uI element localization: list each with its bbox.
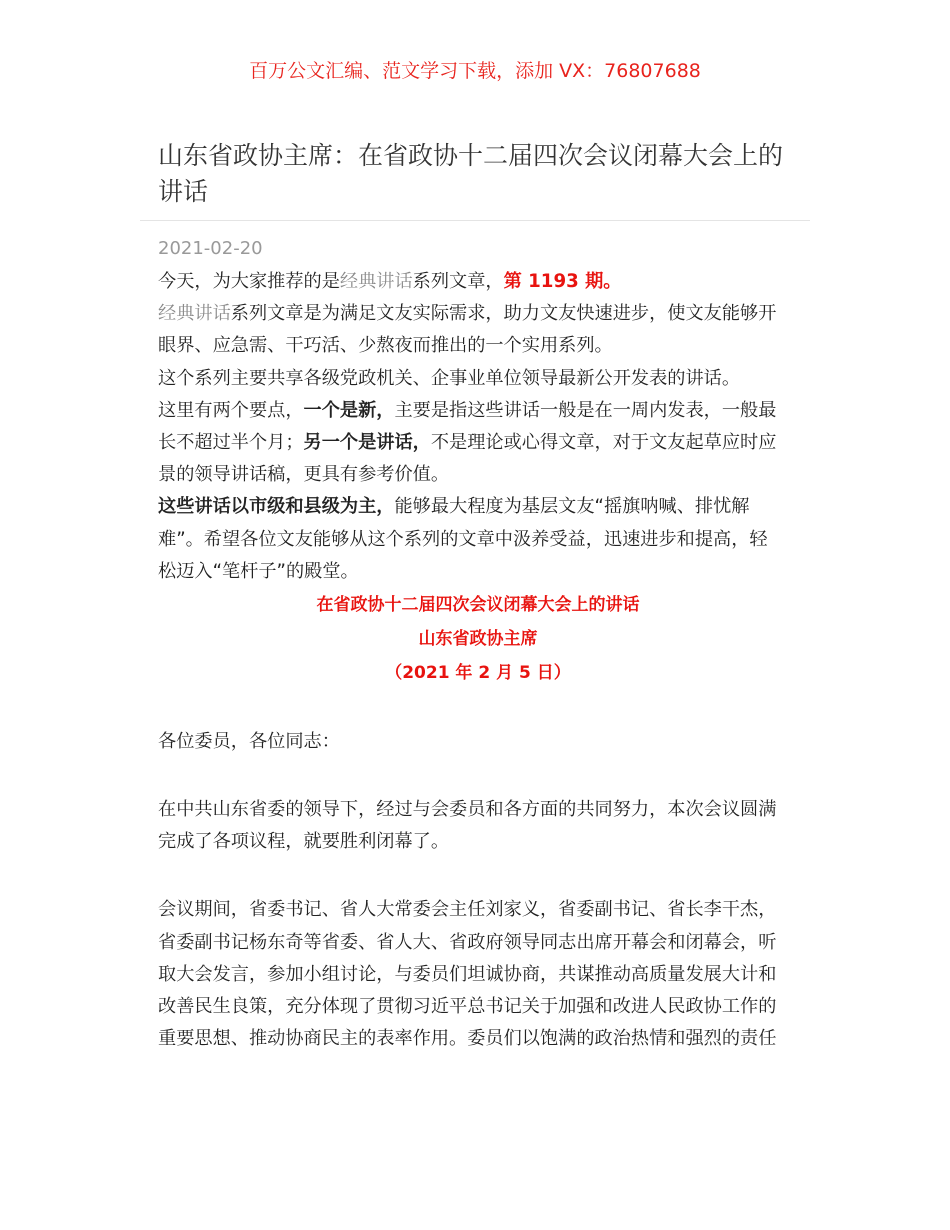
text-line (158, 894, 798, 926)
text-segment: 改善民生良策，充分体现了贯彻习近平总书记关于加强和改进人民政协工作的 (158, 996, 777, 1017)
emphasis-text: 另一个是讲话， (303, 431, 431, 453)
paragraph-gap (158, 758, 798, 794)
text-line (158, 491, 798, 523)
text-line (158, 794, 798, 826)
article-date: 2021-02-20 (158, 238, 263, 259)
text-line (158, 927, 798, 959)
series-name: 经典讲话 (158, 303, 231, 325)
download-banner: 百万公文汇编、范文学习下载，添加 VX：76807688 (249, 60, 701, 82)
article-title: 山东省政协主席：在省政协十二届四次会议闭幕大会上的讲话 (158, 141, 784, 206)
text-segment: 这个系列主要共享各级党政机关、企事业单位领导最新公开发表的讲话。 (158, 367, 741, 389)
speech-heading-line (158, 588, 798, 622)
article-body (158, 266, 798, 1055)
text-line (158, 266, 798, 298)
text-line (158, 991, 798, 1023)
text-line (158, 363, 798, 395)
paragraph-gap (158, 690, 798, 726)
text-segment: 难”。希望各位文友能够从这个系列的文章中汲养受益，迅速进步和提高，轻 (158, 528, 768, 550)
text-segment: 省委副书记杨东奇等省委、省人大、省政府领导同志出席开幕会和闭幕会，听 (158, 931, 777, 953)
text-segment: 不是理论或心得文章，对于文友起草应时应 (430, 431, 777, 453)
speech-heading-line (158, 656, 798, 690)
emphasis-text: 这些讲话以市级和县级为主， (158, 496, 395, 518)
text-segment: 完成了各项议程，就要胜利闭幕了。 (158, 831, 450, 853)
text-segment: 主要是指这些讲话一般是在一周内发表，一般最 (394, 399, 777, 421)
text-line (158, 298, 798, 330)
text-line (158, 959, 798, 991)
text-line (158, 1023, 798, 1055)
text-segment: 重要思想、推动协商民主的表率作用。委员们以饱满的政治热情和强烈的责任 (158, 1028, 777, 1050)
text-line (158, 826, 798, 858)
text-line (158, 427, 798, 459)
text-segment: 今天，为大家推荐的是 (158, 271, 340, 292)
title-divider (140, 220, 810, 221)
text-line (158, 556, 798, 588)
paragraph-gap (158, 858, 798, 894)
text-segment: 系列文章， (412, 271, 504, 292)
text-line (158, 330, 798, 362)
text-line (158, 524, 798, 556)
text-segment: 在中共山东省委的领导下，经过与会委员和各方面的共同努力，本次会议圆满 (158, 799, 777, 821)
text-line (158, 726, 798, 758)
text-segment: 在省政协十二届四次会议闭幕大会上的讲话 (316, 594, 640, 615)
text-segment: 取大会发言，参加小组讨论，与委员们坦诚协商，共谋推动高质量发展大计和 (158, 963, 777, 985)
text-line (158, 395, 798, 427)
text-segment: 各位委员，各位同志： (158, 730, 340, 752)
text-segment: 松迈入“笔杆子”的殿堂。 (158, 560, 359, 582)
text-segment: 山东省政协主席 (418, 628, 538, 649)
text-segment: 会议期间，省委书记、省人大常委会主任刘家义，省委副书记、省长李干杰， (158, 899, 777, 921)
text-segment: 系列文章是为满足文友实际需求，助力文友快速进步，使文友能够开 (230, 303, 777, 325)
series-name: 经典讲话 (339, 271, 413, 292)
text-segment: 长不超过半个月； (158, 431, 304, 453)
text-segment: 这里有两个要点， (158, 399, 304, 421)
text-line (158, 459, 798, 491)
speech-heading-line (158, 622, 798, 656)
issue-number: 第 1193 期。 (503, 271, 622, 292)
text-segment: 景的领导讲话稿，更具有参考价值。 (158, 464, 450, 486)
text-segment: 眼界、应急需、干巧活、少熬夜而推出的一个实用系列。 (158, 335, 613, 357)
text-segment: （2021 年 2 月 5 日） (385, 662, 571, 683)
text-segment: 能够最大程度为基层文友“摇旗呐喊、排忧解 (394, 496, 750, 518)
emphasis-text: 一个是新， (303, 399, 395, 421)
